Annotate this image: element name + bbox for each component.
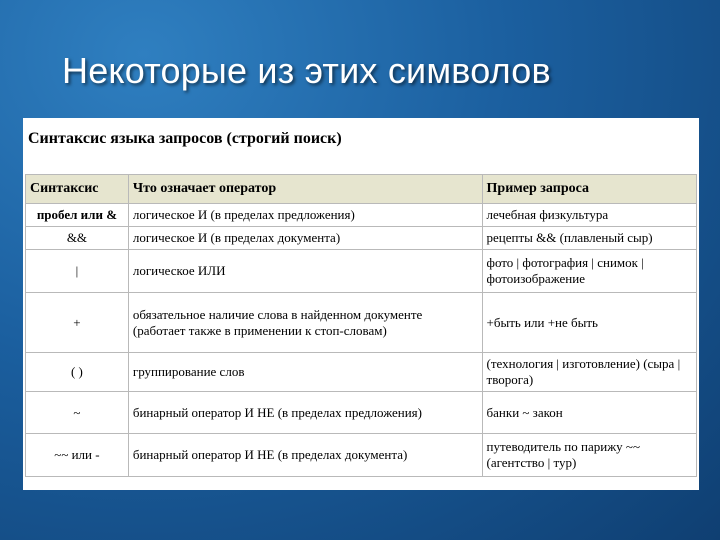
meaning-cell: логическое И (в пределах документа) (128, 227, 482, 250)
table-row (26, 293, 697, 353)
table-row (26, 250, 697, 293)
syntax-cell: ~ (26, 392, 129, 434)
meaning-cell: логическое И (в пределах предложения) (128, 204, 482, 227)
column-header-meaning: Что означает оператор (128, 175, 482, 204)
slide-title: Некоторые из этих символов (62, 50, 551, 91)
syntax-cell: + (26, 293, 129, 353)
table-row (26, 227, 697, 250)
meaning-cell: группирование слов (128, 353, 482, 392)
meaning-cell: бинарный оператор И НЕ (в пределах документа) (128, 434, 482, 477)
column-header-syntax: Синтаксис (26, 175, 129, 204)
example-cell: рецепты && (плавленый сыр) (482, 227, 696, 250)
table-row (26, 392, 697, 434)
syntax-cell: пробел или & (26, 204, 129, 227)
table-row (26, 204, 697, 227)
syntax-cell: ( ) (26, 353, 129, 392)
table-row (26, 434, 697, 477)
syntax-cell: && (26, 227, 129, 250)
example-cell: лечебная физкультура (482, 204, 696, 227)
table-row (26, 353, 697, 392)
example-cell: путеводитель по парижу ~~ (агентство | тур) (482, 434, 696, 477)
meaning-cell: обязательное наличие слова в найденном документе (работает также в применении к стоп-словам) (128, 293, 482, 353)
table-header-row (26, 175, 697, 204)
column-header-example: Пример запроса (482, 175, 696, 204)
meaning-cell: логическое ИЛИ (128, 250, 482, 293)
meaning-cell: бинарный оператор И НЕ (в пределах предложения) (128, 392, 482, 434)
syntax-table (25, 174, 697, 477)
example-cell: банки ~ закон (482, 392, 696, 434)
syntax-cell: | (26, 250, 129, 293)
syntax-cell: ~~ или - (26, 434, 129, 477)
table-heading: Синтаксис языка запросов (строгий поиск) (28, 130, 342, 147)
example-cell: +быть или +не быть (482, 293, 696, 353)
example-cell: фото | фотография | снимок | фотоизображение (482, 250, 696, 293)
syntax-table-panel (23, 118, 699, 490)
example-cell: (технология | изготовление) (сыра | творога) (482, 353, 696, 392)
